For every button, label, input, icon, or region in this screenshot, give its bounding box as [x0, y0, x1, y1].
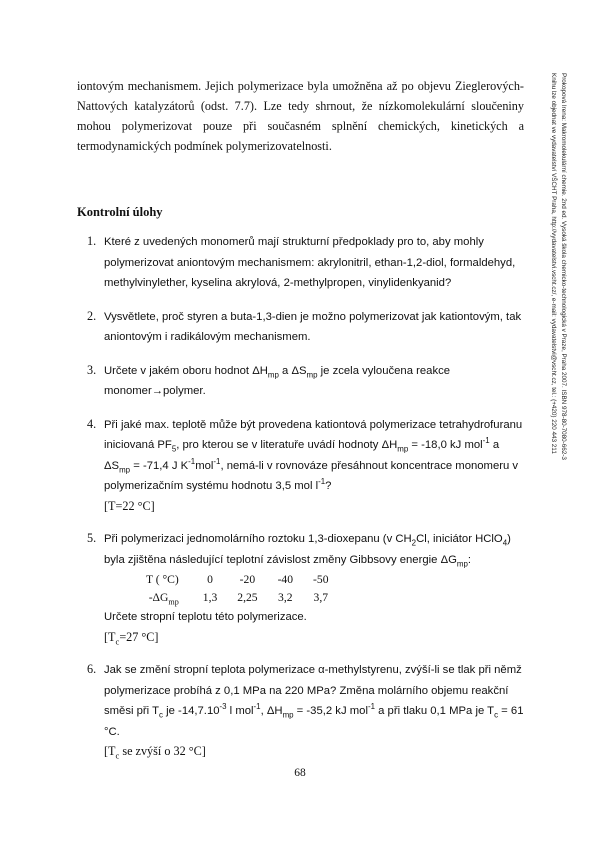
task-3: [77, 361, 527, 402]
section-heading: Kontrolní úlohy: [77, 205, 163, 219]
task-text: Při jaké max. teplotě může být provedena kationtová polymerizace tetrahydrofuranu iniciovaná $PF_5$, pro kterou se v literatuře uvádí hodnoty $\Delta H_{mp} = -18,0$ kJ mol$^{-1}$ a $\Delta S_{mp} = -71,4$ J $K^{-1}mol^{-1}$, nemá-li v rovnováze přesáhnout koncentrace monomeru v polymerizačním systému hodnotu 3,5 mol $l^{-1}$?: [104, 418, 523, 492]
table-row: [136, 589, 339, 607]
task-text: Vysvětlete, proč styren a buta-1,3-dien je možno polymerizovat jak kationtovým, tak aniontovým i radikálovým mechanismem.: [104, 310, 522, 343]
task-answer: [$T_c$ se zvýší o 32 °C]: [104, 744, 206, 761]
table-cell: 2,25: [237, 591, 258, 604]
alpha-symbol: α: [318, 664, 325, 676]
task-number: 6.: [87, 662, 97, 676]
task-number: 2.: [87, 308, 97, 323]
task-text: Které z uvedených monomerů mají strukturní předpoklady pro to, aby mohly polymerizovat aniontovým mechanismem: akrylonitril, ethan-1,2-diol, formaldehyd, methylvinylether, kyselina akrylová, 2-methylpropen, vinylidenkyanid?: [104, 236, 516, 289]
sidenote-line-1: Prokopová Irena: Makromolekulární chemie. 2nd ed. Vysoká škola chemicko-technologická v Praze, Praha 2007. ISBN 978-80-7080-662-3: [560, 73, 567, 460]
task-question: Určete stropní teplotu této polymerizace.: [104, 611, 307, 623]
task-4: [77, 415, 527, 517]
sidenote-line-2: Knihu lze objednat ve vydavatelství VŠCHT Praha, http://vydavatelstvi.vscht.cz/, e-mail: vydavatelstvi@vscht.cz, tel.: (+420) 220 443 211: [550, 73, 558, 454]
table-cell: 1,3: [202, 591, 218, 604]
task-number: 3.: [87, 362, 97, 377]
page-number: 68: [294, 767, 306, 779]
task-list: [77, 232, 527, 775]
task-text: Jak se změní stropní teplota polymerizace α-methylstyrenu, zvýší-li se tlak při němž polymerizace probíhá z 0,1 MPa na 220 MPa? Změna molárního objemu reakční směsi při $T_c$ je $-14,7.10^{-3}$ l mol$^{-1}$, $\Delta H_{mp} = -35,2$ kJ mol$^{-1}$ a při tlaku 0,1 MPa je $T_c = 61$ °C.: [104, 664, 524, 738]
table-cell: 0: [207, 573, 213, 586]
task-number: 4.: [87, 416, 97, 431]
task-text: Určete v jakém oboru hodnot $\Delta H_{mp}$ a $\Delta S_{mp}$ je zcela vyloučena reakce monomer→polymer.: [104, 364, 451, 397]
task-number: 1.: [87, 234, 97, 248]
task-1: [77, 232, 527, 294]
task-number: 5.: [87, 531, 97, 545]
task-answer: [T=22 °C]: [104, 498, 155, 513]
gibbs-energy-table: [136, 571, 339, 607]
table-cell: 3,2: [278, 591, 293, 604]
table-cell: -40: [277, 573, 294, 586]
task-text: Při polymerizaci jednomolárního roztoku 1,3-dioxepanu (v $CH_2Cl$, iniciátor HClO$_4$) byla zjištěna následující teplotní závislost změny Gibbsovy energie $\Delta G_{mp}$:: [104, 533, 511, 568]
copyright-sidenote: [549, 73, 568, 573]
table-cell: -20: [239, 573, 256, 586]
table-row: [136, 571, 339, 589]
row-label-gibbs: $-\Delta G_{mp}$: [148, 591, 179, 607]
task-answer: [$T_c=27$ °C]: [104, 629, 159, 646]
task-6: [77, 660, 527, 762]
row-label-temperature: T ( °C): [146, 573, 179, 586]
table-cell: -50: [313, 573, 329, 586]
table-cell: 3,7: [313, 591, 329, 604]
intro-paragraph: iontovým mechanismem. Jejich polymerizace byla umožněna až po objevu Zieglerových-Nattových katalyzátorů (odst. 7.7). Lze tedy shrnout, že nízkomolekulární sloučeniny mohou polymerizovat pouze při současném splnění chemických, kinetických a termodynamických podmínek polymerizovatelnosti.: [77, 79, 524, 153]
task-2: [77, 307, 527, 348]
task-5: [77, 529, 527, 647]
